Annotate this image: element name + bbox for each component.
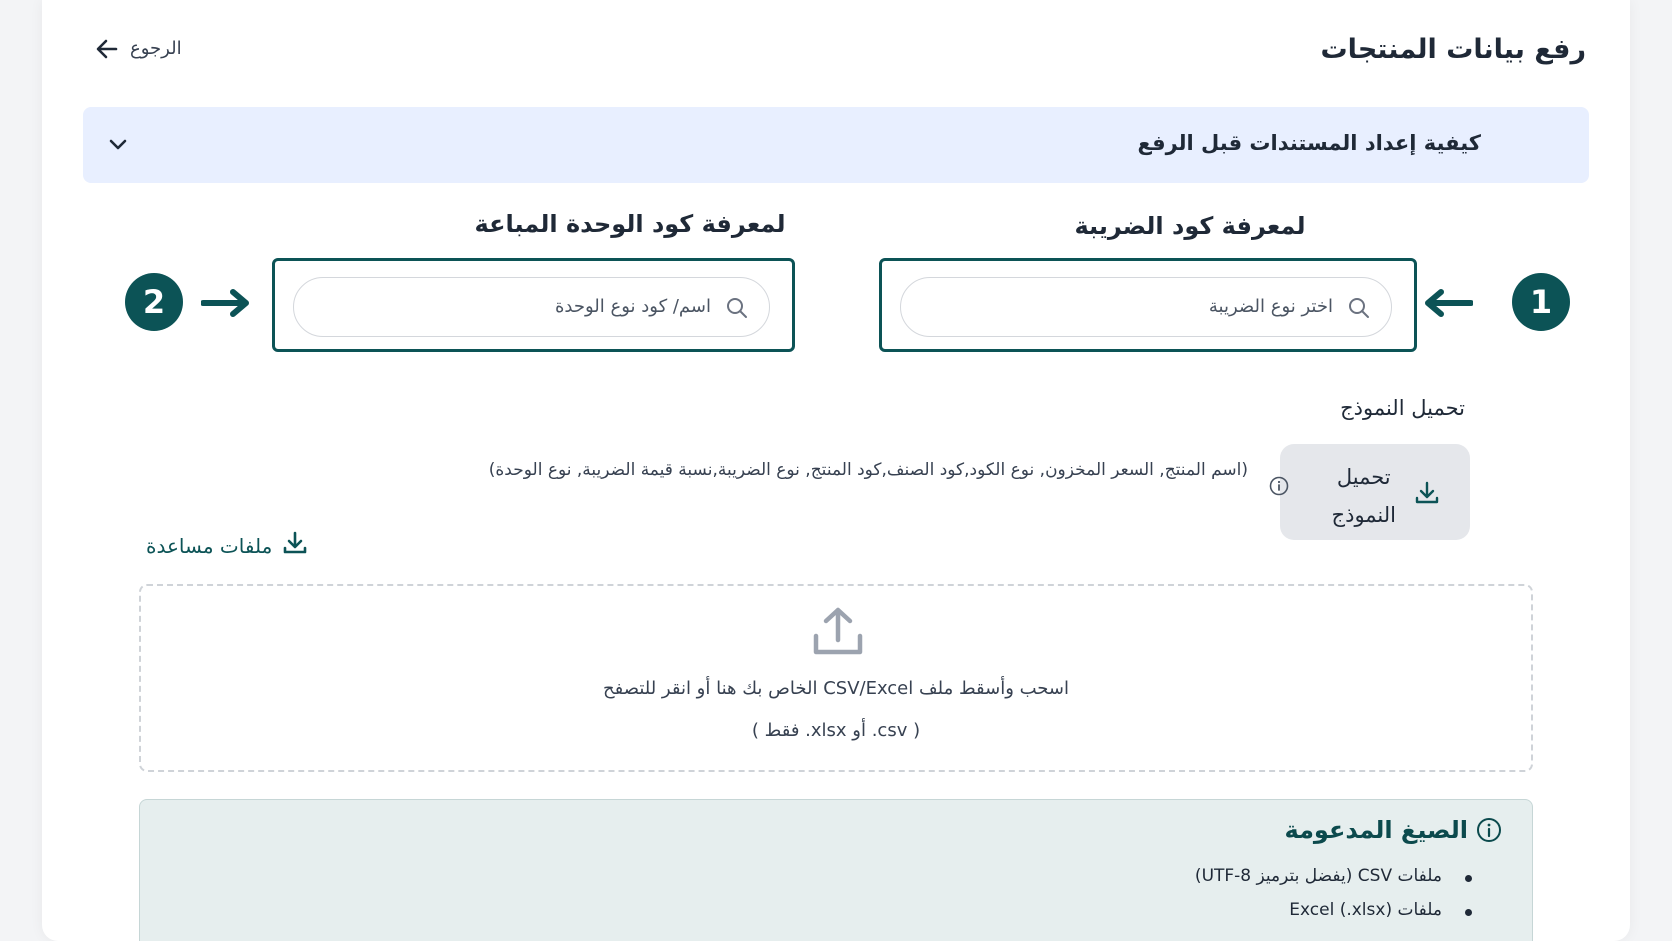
back-arrow-icon: [96, 39, 118, 59]
unit-search-input[interactable]: [293, 277, 770, 337]
supported-formats-list: [1195, 866, 1472, 934]
unit-search-placeholder: اسم/ كود نوع الوحدة: [554, 296, 711, 317]
guide-accordion[interactable]: [83, 107, 1589, 183]
helper-files-link[interactable]: [146, 530, 308, 561]
step-badge-2: 2: [125, 273, 183, 331]
guide-title: كيفية إعداد المستندات قبل الرفع: [1137, 131, 1481, 155]
upload-icon: [810, 604, 866, 664]
chevron-down-icon: [109, 136, 127, 155]
supported-formats-title: الصيغ المدعومة: [1284, 816, 1468, 844]
tax-lookup-heading: لمعرفة كود الضريبة: [1074, 212, 1306, 240]
download-icon: [1414, 480, 1440, 510]
unit-lookup-heading: لمعرفة كود الوحدة المباعة: [474, 210, 786, 238]
unit-lookup-box: [272, 258, 795, 352]
search-icon: [725, 296, 749, 324]
tax-lookup-box: [879, 258, 1417, 352]
right-arrow-icon: [201, 289, 251, 321]
tax-search-placeholder: اختر نوع الضريبة: [1208, 296, 1333, 317]
dropzone-text: اسحب وأسقط ملف CSV/Excel الخاص بك هنا أو انقر للتصفح: [602, 678, 1070, 699]
search-icon: [1347, 296, 1371, 324]
page-title: رفع بيانات المنتجات: [1320, 34, 1586, 65]
list-item: ملفات CSV (يفضل بترميز UTF-8): [1195, 866, 1472, 886]
supported-formats-panel: [139, 799, 1533, 941]
back-label: الرجوع: [130, 38, 182, 59]
step-badge-1: 1: [1512, 273, 1570, 331]
template-columns-hint: (اسم المنتج, السعر المخزون, نوع الكود,كود الصنف,كود المنتج, نوع الضريبة,نسبة قيمة الضريبة, نوع الوحدة): [488, 460, 1248, 480]
list-item: ملفات Excel (.xlsx): [1195, 900, 1472, 920]
back-link[interactable]: [96, 38, 182, 59]
dropzone-subtext: ( csv. أو xlsx. فقط ): [751, 720, 921, 741]
download-icon: [282, 530, 308, 561]
helper-files-label: ملفات مساعدة: [146, 533, 273, 558]
download-template-button[interactable]: [1280, 444, 1470, 540]
left-arrow-icon: [1423, 289, 1473, 321]
upload-card: [42, 0, 1630, 941]
template-section-label: تحميل النموذج: [1340, 396, 1465, 420]
info-icon: [1476, 817, 1502, 847]
tax-search-input[interactable]: [900, 277, 1392, 337]
file-dropzone[interactable]: [139, 584, 1533, 772]
info-icon: [1269, 476, 1289, 500]
download-template-label: تحميل النموذج: [1331, 465, 1396, 527]
